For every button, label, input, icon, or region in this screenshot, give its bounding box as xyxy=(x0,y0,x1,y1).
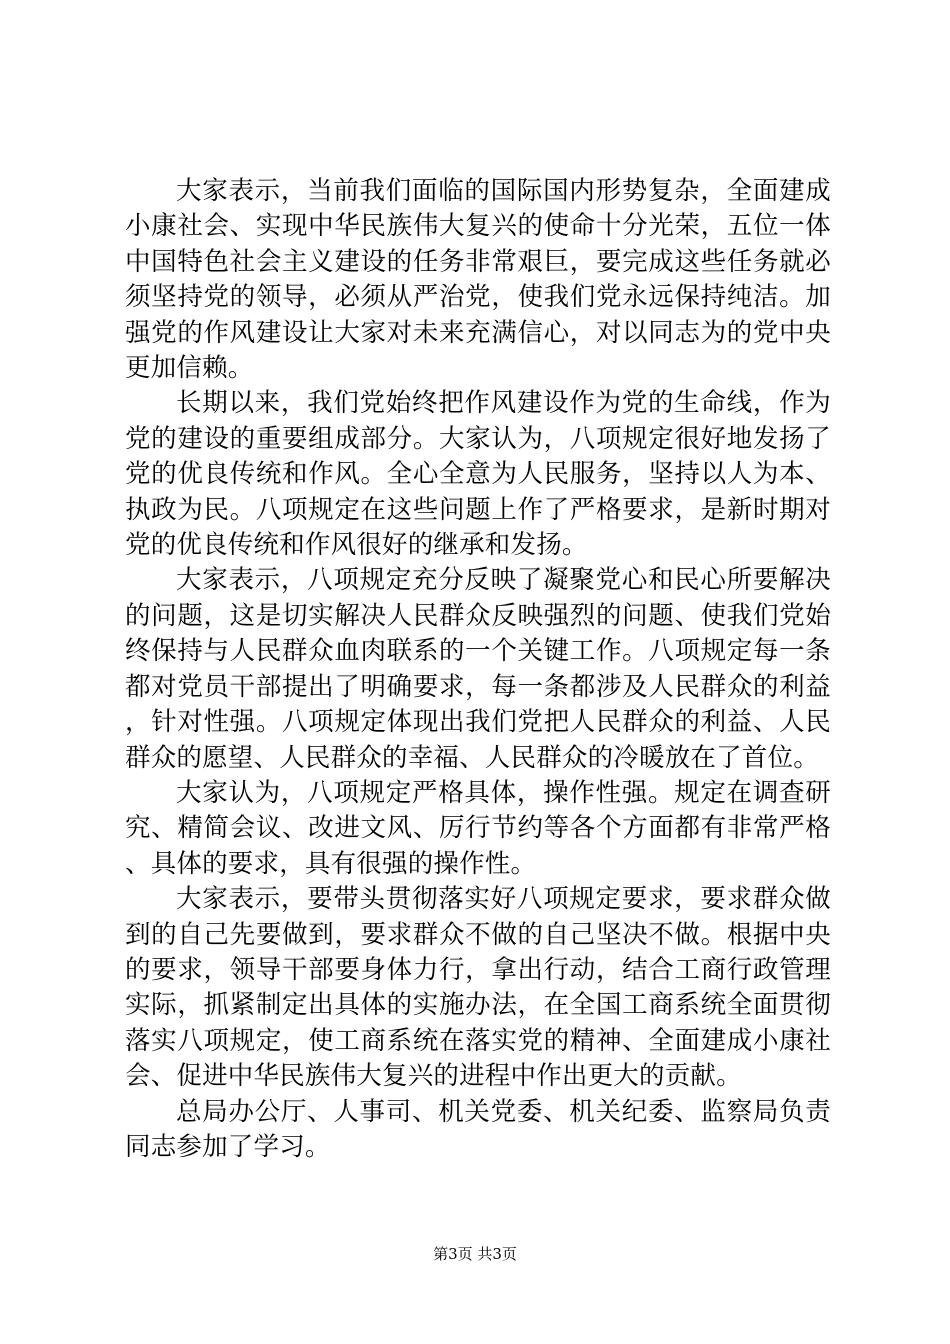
document-body xyxy=(125,174,831,1165)
paragraph: 大家认为，八项规定严格具体，操作性强。规定在调查研究、精简会议、改进文风、厉行节约等各个方面都有非常严格、具体的要求，具有很强的操作性。 xyxy=(125,777,831,879)
paragraph: 长期以来，我们党始终把作风建设作为党的生命线，作为党的建设的重要组成部分。大家认为，八项规定很好地发扬了党的优良传统和作风。全心全意为人民服务，坚持以人为本、执政为民。八项规定在这些问题上作了严格要求，是新时期对党的优良传统和作风很好的继承和发扬。 xyxy=(125,388,831,561)
paragraph: 大家表示，当前我们面临的国际国内形势复杂，全面建成小康社会、实现中华民族伟大复兴的使命十分光荣，五位一体中国特色社会主义建设的任务非常艰巨，要完成这些任务就必须坚持党的领导，必须从严治党，使我们党永远保持纯洁。加强党的作风建设让大家对未来充满信心，对以同志为的党中央更加信赖。 xyxy=(125,176,831,384)
page-number-footer: 第3页 共3页 xyxy=(433,1245,517,1263)
paragraph: 大家表示，要带头贯彻落实好八项规定要求，要求群众做到的自己先要做到，要求群众不做的自己坚决不做。根据中央的要求，领导干部要身体力行，拿出行动，结合工商行政管理实际，抓紧制定出具体的实施办法，在全国工商系统全面贯彻落实八项规定，使工商系统在落实党的精神、全面建成小康社会、促进中华民族伟大复兴的进程中作出更大的贡献。 xyxy=(125,884,831,1092)
paragraph: 总局办公厅、人事司、机关党委、机关纪委、监察局负责同志参加了学习。 xyxy=(125,1096,831,1162)
paragraph: 大家表示，八项规定充分反映了凝聚党心和民心所要解决的问题，这是切实解决人民群众反映强烈的问题、使我们党始终保持与人民群众血肉联系的一个关键工作。八项规定每一条都对党员干部提出了明确要求，每一条都涉及人民群众的利益，针对性强。八项规定体现出我们党把人民群众的利益、人民群众的愿望、人民群众的幸福、人民群众的冷暖放在了首位。 xyxy=(125,565,831,773)
